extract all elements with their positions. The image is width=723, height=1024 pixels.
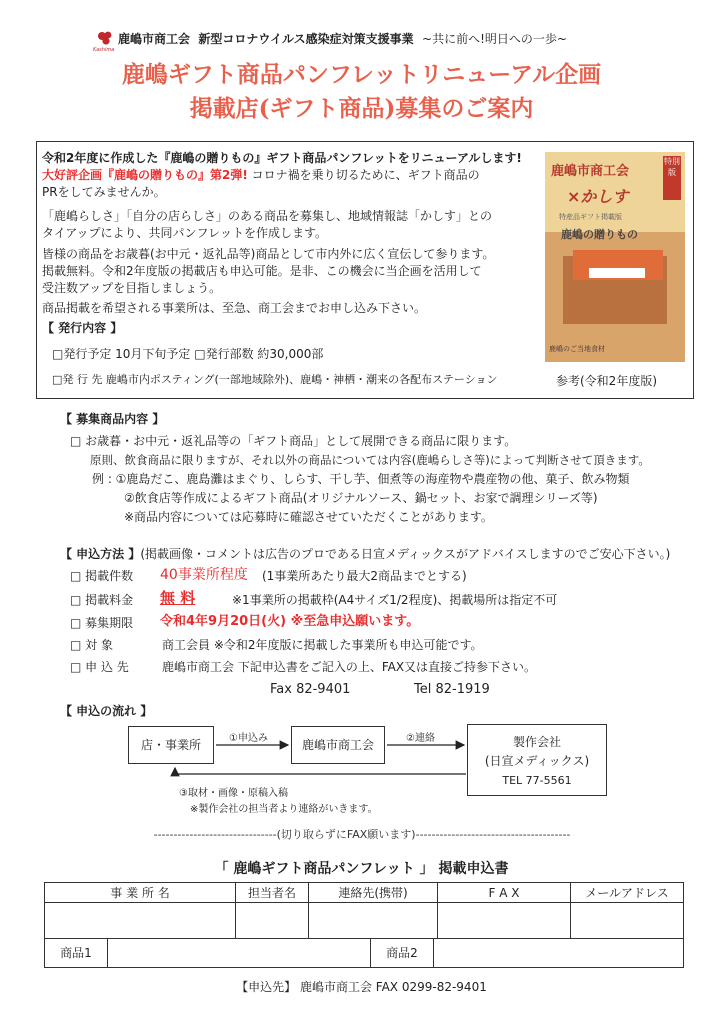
flow-maker-line2: (日宣メディックス) xyxy=(484,754,590,768)
recruit-head: 【 募集商品内容 】 xyxy=(60,412,165,426)
cover-brand: 鹿嶋市商工会 xyxy=(551,164,630,179)
apply-to-label: □ 申 込 先 xyxy=(70,660,129,674)
recruit-l1: □ お歳暮・お中元・返礼品等の「ギフト商品」として展開できる商品に限ります。 xyxy=(70,434,517,448)
recruit-l5: ※商品内容については応募時に確認させていただくことがあります。 xyxy=(124,510,493,524)
form-field-phone[interactable] xyxy=(309,903,438,939)
issue-row1: □発行予定 10月下旬予定 □発行部数 約30,000部 xyxy=(52,347,324,361)
footer-contact: 【申込先】 鹿嶋市商工会 FAX 0299-82-9401 xyxy=(236,980,487,994)
header-program: 新型コロナウイルス感染症対策支援事業 xyxy=(198,32,414,46)
apply-fee-value: 無 料 xyxy=(160,589,196,607)
flow-step2: ②連絡 xyxy=(406,733,435,744)
apply-fee-note: ※1事業所の掲載枠(A4サイズ1/2程度)、掲載場所は指定不可 xyxy=(232,593,558,607)
flow-step1: ①申込み xyxy=(229,733,268,744)
apply-to-value: 鹿嶋市商工会 下記申込書をご記入の上、FAX又は直接ご持参下さい。 xyxy=(162,660,537,674)
intro-p3b: タイアップにより、共同パンフレットを作成します。 xyxy=(42,226,328,240)
form-product2-label: 商品2 xyxy=(371,939,434,967)
application-form-table xyxy=(44,882,684,968)
cut-line: -------------------------------(切り取らずにFAX願います)--------------------------------------- xyxy=(153,828,571,841)
flow-step3: ③取材・画像・原稿入稿 xyxy=(179,788,288,799)
flow-step3-note: ※製作会社の担当者より連絡がいきます。 xyxy=(190,804,378,815)
apply-fax: Fax 82-9401 xyxy=(270,682,351,697)
intro-p4c: 受注数アップを目指しましょう。 xyxy=(42,281,222,295)
issue-row2: □発 行 先 鹿嶋市内ポスティング(一部地域除外)、鹿嶋・神栖・潮来の各配布ステーション xyxy=(52,373,498,386)
apply-count-value: 40事業所程度 xyxy=(160,567,248,583)
apply-count-label: □ 掲載件数 xyxy=(70,569,134,583)
apply-deadline-label: □ 募集期限 xyxy=(70,616,134,630)
form-col-email: メールアドレス xyxy=(571,883,684,903)
apply-head-note: (掲載画像・コメントは広告のプロである日宣メディックスがアドバイスしますのでご安心下さい。) xyxy=(140,547,671,561)
form-field-product1[interactable] xyxy=(108,939,371,967)
form-product-row xyxy=(45,939,684,968)
form-col-phone: 連絡先(携帯) xyxy=(309,883,438,903)
recruit-l4: ②飲食店等作成によるギフト商品(オリジナルソース、鍋セット、お家で調理シリーズ等) xyxy=(124,491,598,505)
form-title: 「 鹿嶋ギフト商品パンフレット 」 掲載申込書 xyxy=(214,861,509,877)
cover-sub1: 特産品ギフト掲載版 xyxy=(559,213,622,221)
form-field-fax[interactable] xyxy=(438,903,571,939)
form-col-fax: F A X xyxy=(438,883,571,903)
cover-caption: 参考(令和2年度版) xyxy=(556,374,657,388)
form-col-contact-person: 担当者名 xyxy=(236,883,309,903)
apply-target-label: □ 対 象 xyxy=(70,638,113,652)
apply-deadline-value: 令和4年9月20日(火) ※至急申込願います。 xyxy=(160,614,420,629)
cover-foot: 鹿嶋のご当地食材 xyxy=(549,345,605,353)
recruit-l2: 原則、飲食商品に限りますが、それ以外の商品については内容(鹿嶋らしさ等)によって判断させて頂きます。 xyxy=(90,453,650,467)
flow-box-shop: 店・事業所 xyxy=(128,726,214,764)
logo-subtext: Kashima xyxy=(93,47,115,53)
form-field-contact-person[interactable] xyxy=(236,903,309,939)
apply-count-note: (1事業所あたり最大2商品までとする) xyxy=(262,569,467,583)
intro-p4b: 掲載無料。令和2年度版の掲載店も申込可能。是非、この機会に当企画を活用して xyxy=(42,264,482,278)
cover-sub2: 鹿嶋の贈りもの xyxy=(561,228,638,241)
page-title-line2: 掲載店(ギフト商品)募集のご案内 xyxy=(189,95,534,122)
form-col-name: 事 業 所 名 xyxy=(45,883,236,903)
form-field-email[interactable] xyxy=(571,903,684,939)
intro-p2-cont: PRをしてみませんか。 xyxy=(42,185,166,199)
intro-p3a: 「鹿嶋らしさ」「自分の店らしさ」のある商品を募集し、地域情報誌「かしす」との xyxy=(42,209,493,223)
header-slogan: ~共に前へ!明日への一歩~ xyxy=(422,32,567,46)
cover-kashisu: ×かしす xyxy=(567,187,629,206)
flow-arrow-3 xyxy=(175,768,466,774)
intro-p2-rest: コロナ禍を乗り切るために、ギフト商品の xyxy=(247,168,480,182)
flow-box-chamber: 鹿嶋市商工会 xyxy=(291,726,385,764)
header-org: 鹿嶋市商工会 xyxy=(118,32,191,46)
intro-p1: 令和2年度に作成した『鹿嶋の贈りもの』ギフト商品パンフレットをリニューアルします! xyxy=(42,151,522,165)
apply-fee-label: □ 掲載料金 xyxy=(70,593,134,607)
flow-head: 【 申込の流れ 】 xyxy=(60,704,153,718)
intro-p4a: 皆様の商品をお歳暮(お中元・返礼品等)商品として市内外に広く宣伝して参ります。 xyxy=(42,247,495,261)
form-product1-label: 商品1 xyxy=(45,939,108,967)
apply-head: 【 申込方法 】 xyxy=(60,547,141,561)
flow-maker-line3: TEL 77-5561 xyxy=(502,774,572,787)
apply-target-value: 商工会員 ※令和2年度版に掲載した事業所も申込可能です。 xyxy=(162,638,483,652)
apply-tel: Tel 82-1919 xyxy=(414,682,490,697)
flow-maker-line1: 製作会社 xyxy=(512,735,561,749)
cover-special: 特別版 xyxy=(663,156,681,200)
issue-head: 【 発行内容 】 xyxy=(42,321,123,335)
page-title-line1: 鹿嶋ギフト商品パンフレットリニューアル企画 xyxy=(121,61,602,88)
form-field-name[interactable] xyxy=(45,903,236,939)
intro-p5: 商品掲載を希望される事業所は、至急、商工会までお申し込み下さい。 xyxy=(42,301,427,315)
recruit-l3: 例 : ①鹿島だこ、鹿島灘はまぐり、しらす、干し芋、佃煮等の海産物や農産物の他、菓子、飲み物類 xyxy=(92,472,630,486)
form-field-product2[interactable] xyxy=(434,939,683,967)
intro-p2-highlight: 大好評企画『鹿嶋の贈りもの』第2弾! xyxy=(42,168,248,182)
